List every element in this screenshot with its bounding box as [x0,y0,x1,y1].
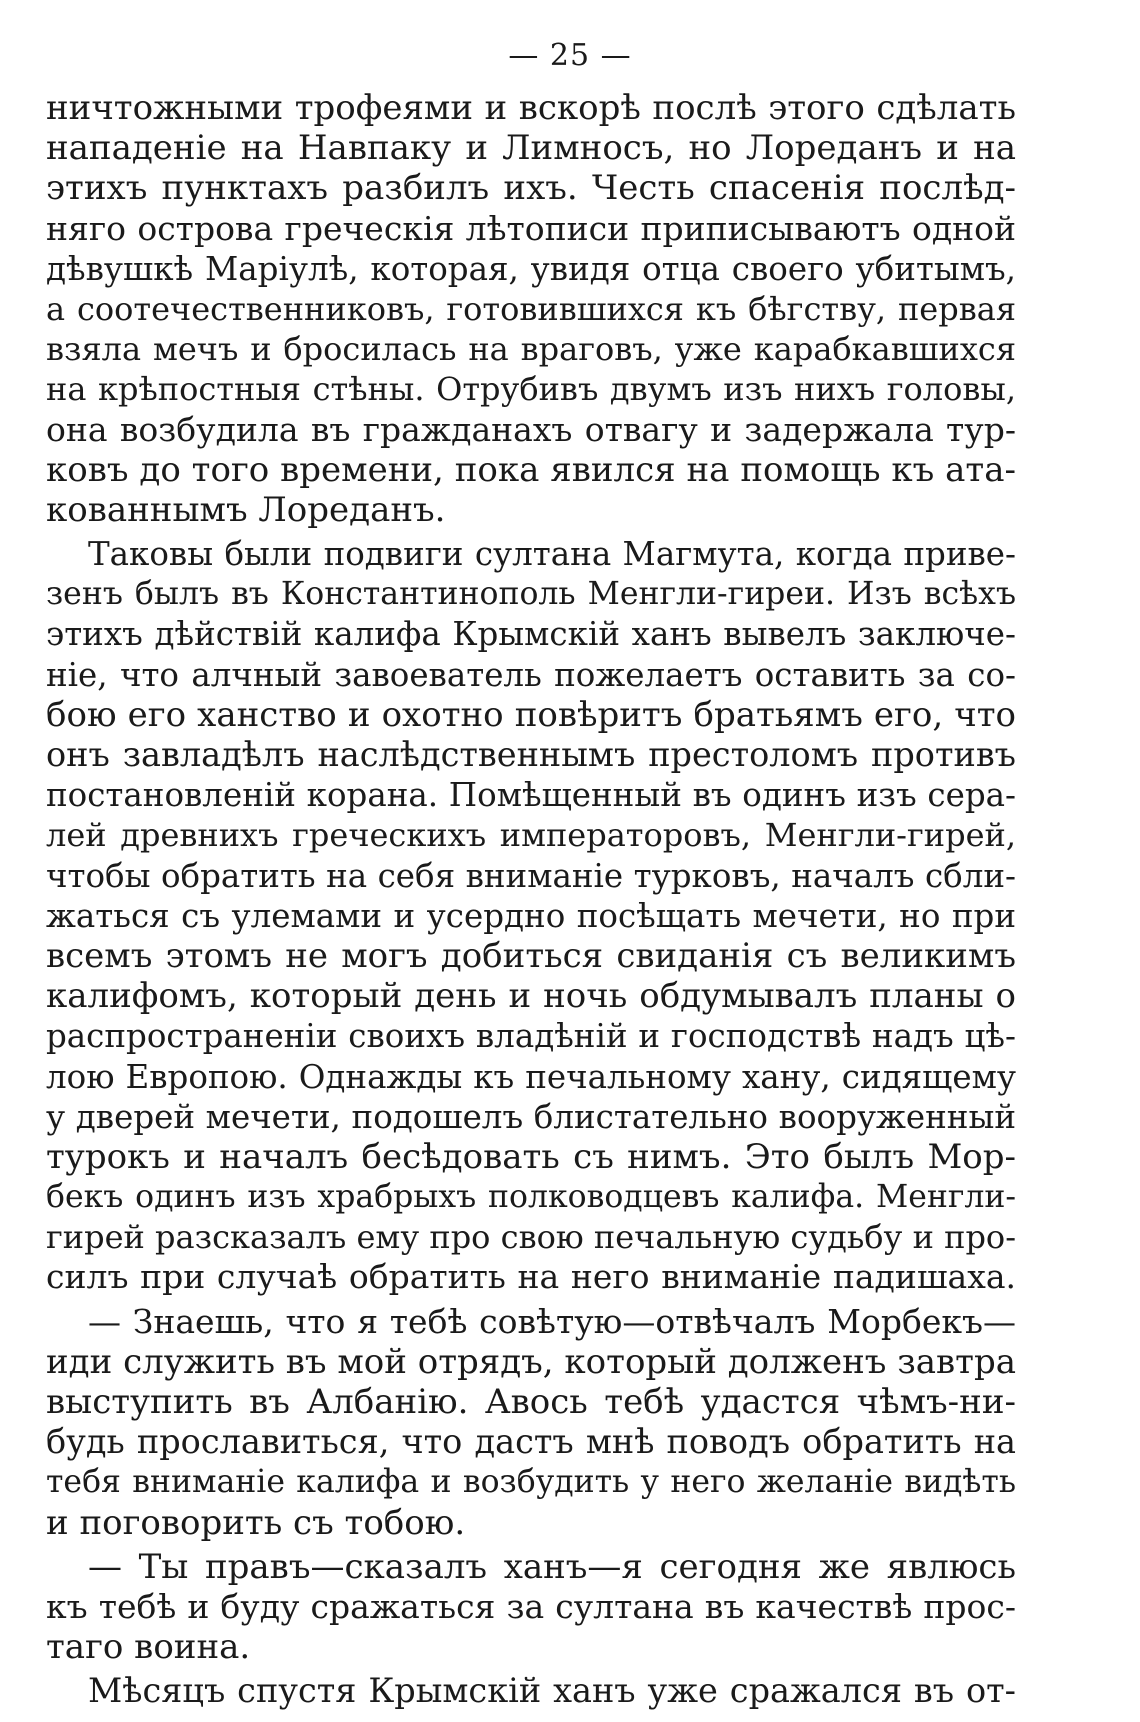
paragraph-3 [46,1302,1016,1543]
text-line: тебя вниманіе калифа и возбудить у него желаніе видѣть [46,1464,1016,1501]
paragraph-4 [46,1547,1016,1668]
text-line: распространеніи своихъ владѣній и господствѣ надъ цѣ- [46,1017,1016,1056]
text-line: а соотечественниковъ, готовившихся къ бѣгству, первая [46,289,1016,328]
paragraph-1 [46,88,1016,530]
text-line: кованнымъ Лореданъ. [46,489,446,530]
text-line: бою его ханство и охотно повѣритъ братьямъ его, что [46,694,1016,735]
text-line: бекъ одинъ изъ храбрыхъ полководцевъ калифа. Менгли- [46,1179,1016,1216]
text-line: къ тебѣ и буду сражаться за султана въ качествѣ прос- [46,1586,1016,1626]
text-line: лей древнихъ греческихъ императоровъ, Менгли-гирей, [46,816,1016,855]
text-line: калифомъ, который день и ночь обдумывалъ планы о [46,976,1016,1017]
text-line: этихъ пунктахъ разбилъ ихъ. Честь спасенія послѣд- [46,168,1016,209]
page-number: — 25 — [508,38,632,73]
paragraph-5 [46,1671,1016,1711]
paragraph-2 [46,534,1016,1298]
text-line: на крѣпостныя стѣны. Отрубивъ двумъ изъ нихъ головы, [46,370,1016,409]
text-line: у дверей мечети, подошелъ блистательно вооруженный [46,1097,1016,1136]
text-line: Мѣсяцъ спустя Крымскій ханъ уже сражался въ от- [88,1671,1016,1711]
text-line: ніе, что алчный завоеватель пожелаетъ оставить за со- [46,655,1016,694]
text-line: таго воина. [46,1627,251,1668]
text-line: — Знаешь, что я тебѣ совѣтую—отвѣчалъ Морбекъ— [88,1301,1016,1341]
text-line: взяла мечъ и бросилась на враговъ, уже карабкавшихся [46,330,1016,369]
text-line: будь прославиться, что дастъ мнѣ поводъ обратить на [46,1422,1016,1462]
text-line: чтобы обратить на себя вниманіе турковъ, началъ сбли- [46,856,1016,895]
text-line: она возбудила въ гражданахъ отвагу и задержала тур- [46,409,1016,449]
text-line: иди служить въ мой отрядъ, который долженъ завтра [46,1341,1017,1382]
text-line: — Ты правъ—сказалъ ханъ—я сегодня же явлюсь [88,1546,1016,1587]
text-line: всемъ этомъ не могъ добиться свиданія съ великимъ [46,935,1016,976]
text-line: выступить въ Албанію. Авось тебѣ удастся чѣмъ-ни- [46,1382,1016,1422]
text-line: жаться съ улемами и усердно посѣщать мечети, но при [46,896,1016,935]
text-line: и поговорить съ тобою. [46,1502,466,1543]
text-line: постановленій корана. Помѣщенный въ одинъ изъ сера- [46,776,1016,815]
text-line: гирей разсказалъ ему про свою печальную судьбу и про- [46,1218,1016,1257]
text-line: онъ завладѣлъ наслѣдственнымъ престоломъ противъ [46,735,1016,774]
text-line: турокъ и началъ бесѣдовать съ нимъ. Это былъ Мор- [46,1136,1016,1177]
text-line: няго острова греческія лѣтописи приписываютъ одной [46,208,1016,248]
body-text [46,88,1016,1712]
text-line: лою Европою. Однажды къ печальному хану, сидящему [46,1057,1016,1096]
text-line: дѣвушкѣ Маріулѣ, которая, увидя отца своего убитымъ, [46,249,1016,288]
text-line: зенъ былъ въ Константинополь Менгли-гиреи. Изъ всѣхъ [46,576,1016,613]
text-line: нападеніе на Навпаку и Лимносъ, но Лореданъ и на [46,128,1016,169]
text-line: Таковы были подвиги султана Магмута, когда приве- [88,535,1016,574]
text-line: силъ при случаѣ обратить на него вниманіе падишаха. [46,1257,1016,1297]
text-line: ничтожными трофеями и вскорѣ послѣ этого сдѣлать [46,88,1016,128]
text-line: ковъ до того времени, пока явился на помощь къ ата- [46,449,1016,490]
text-line: этихъ дѣйствій калифа Крымскій ханъ вывелъ заключе- [46,615,1016,654]
